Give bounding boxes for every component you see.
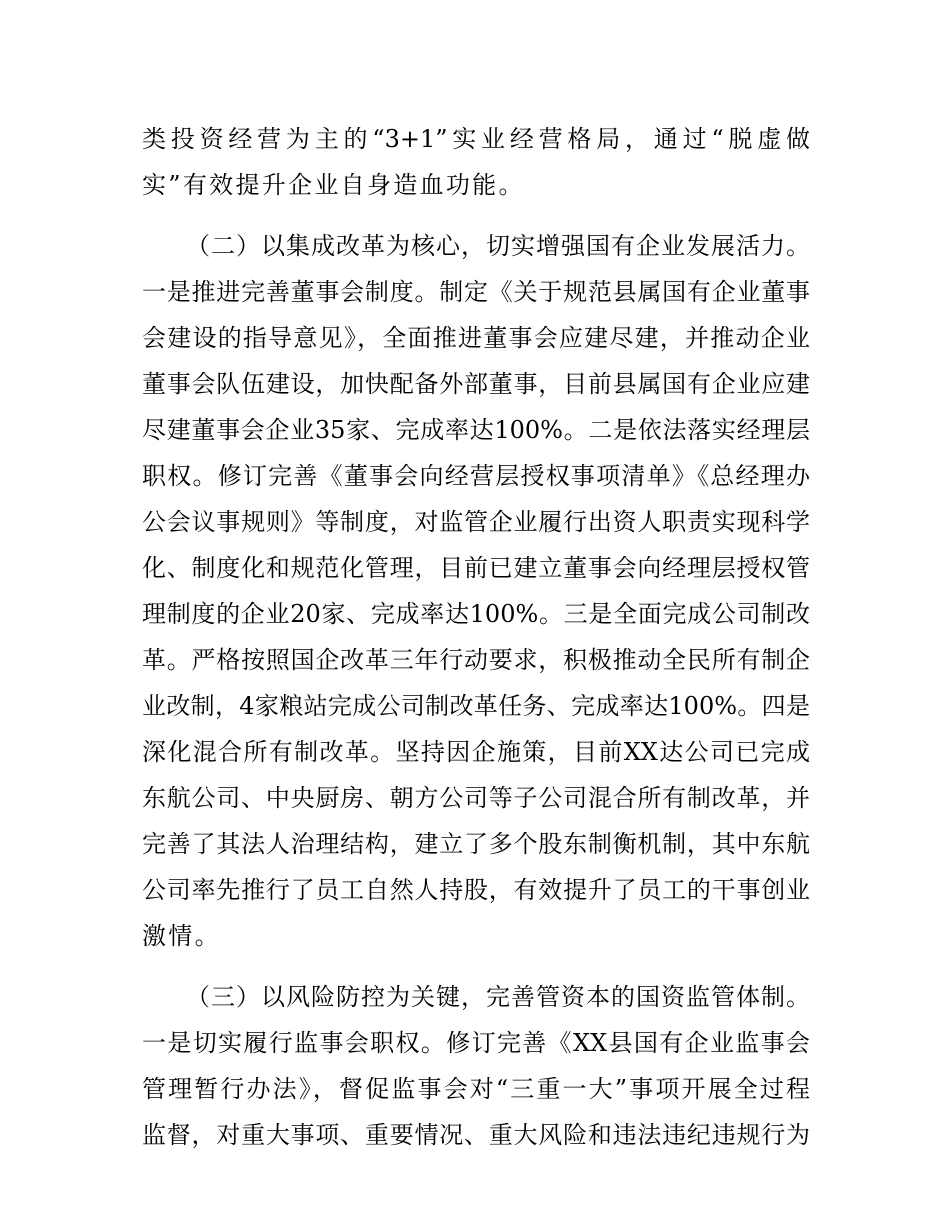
text-line: 业改制，4家粮站完成公司制改革任务、完成率达100%。四是 [142,692,810,720]
text-line: 公司率先推行了员工自然人持股，有效提升了员工的干事创业 [142,876,810,904]
text-line: 实”有效提升企业自身造血功能。 [142,171,525,199]
text-line: 董事会队伍建设，加快配备外部董事，目前县属国有企业应建 [142,370,810,398]
text-line: 管理暂行办法》，督促监事会对“三重一大”事项开展全过程 [142,1075,810,1103]
text-line: 一是推进完善董事会制度。制定《关于规范县属国有企业董事 [142,278,810,306]
text-line: 完善了其法人治理结构，建立了多个股东制衡机制，其中东航 [142,830,810,858]
paragraph-1 [142,116,810,208]
text-line: 会建设的指导意见》，全面推进董事会应建尽建，并推动企业 [142,324,810,352]
text-line: 类投资经营为主的“3+1”实业经营格局，通过“脱虚做 [142,125,810,153]
text-line: 革。严格按照国企改革三年行动要求，积极推动全民所有制企 [142,646,810,674]
text-line: 理制度的企业20家、完成率达100%。三是全面完成公司制改 [142,600,810,628]
paragraph-2 [142,223,810,959]
text-line: 东航公司、中央厨房、朝方公司等子公司混合所有制改革，并 [142,784,810,812]
text-line: 一是切实履行监事会职权。修订完善《XX县国有企业监事会 [142,1029,810,1057]
text-line: 激情。 [142,922,221,950]
paragraph-3 [142,974,810,1158]
text-line: 职权。修订完善《董事会向经营层授权事项清单》《总经理办 [142,462,810,490]
text-line: 监督，对重大事项、重要情况、重大风险和违法违纪违规行为 [142,1121,810,1149]
document-body [142,116,810,1158]
text-line: 深化混合所有制改革。坚持因企施策，目前XX达公司已完成 [142,738,810,766]
text-line: 公会议事规则》等制度，对监管企业履行出资人职责实现科学 [142,508,810,536]
text-line: 尽建董事会企业35家、完成率达100%。二是依法落实经理层 [142,416,810,444]
section-heading-line: （三）以风险防控为关键，完善管资本的国资监管体制。 [186,983,810,1011]
section-heading-line: （二）以集成改革为核心，切实增强国有企业发展活力。 [186,232,810,260]
text-line: 化、制度化和规范化管理，目前已建立董事会向经理层授权管 [142,554,810,582]
